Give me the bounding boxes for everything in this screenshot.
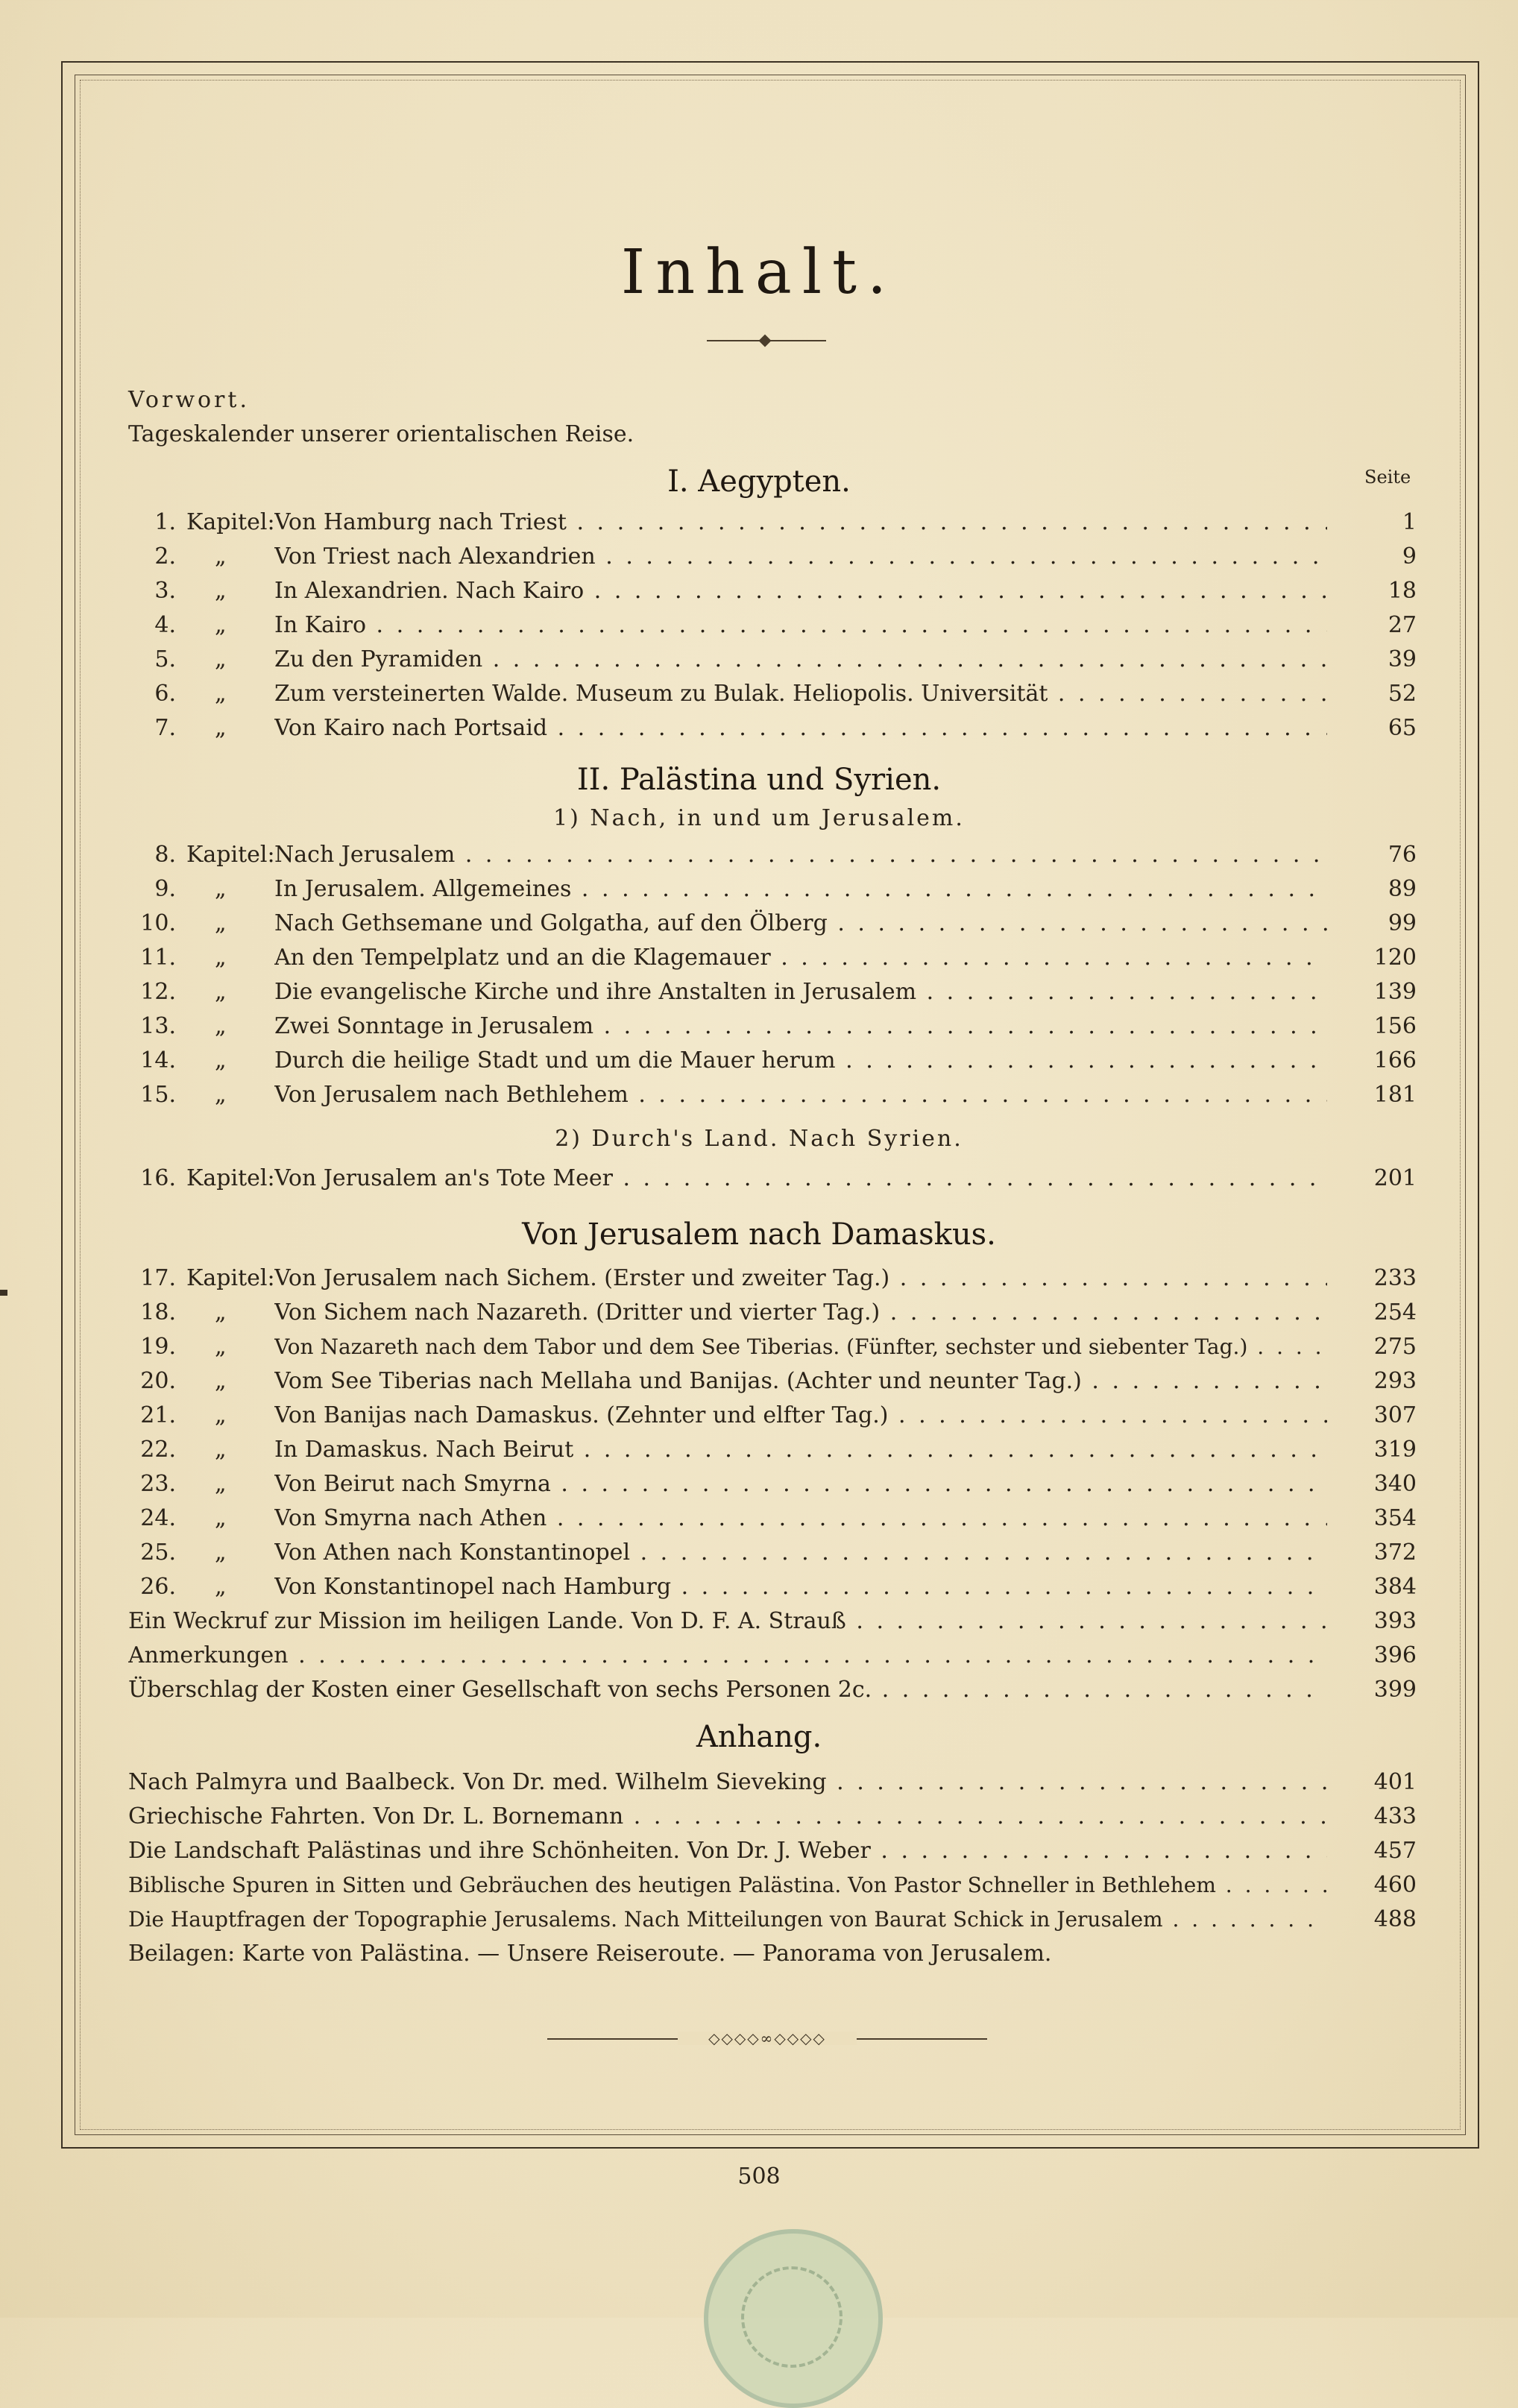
toc-entry-appendix-2[interactable]: Griechische Fahrten. Von Dr. L. Bornemann . . . 433 <box>128 1801 1417 1832</box>
toc-entry-2[interactable]: 2. „ Von Triest nach Alexandrien . . . 9 <box>128 541 1417 573</box>
toc-entry-weckruf[interactable]: Ein Weckruf zur Mission im heiligen Lande. Von D. F. A. Strauß . . . 393 <box>128 1606 1417 1637</box>
section-heading-palaestina: II. Palästina und Syrien. <box>576 763 942 797</box>
toc-entry-16[interactable]: 16. Kapitel: Von Jerusalem an's Tote Meer . . . 201 <box>128 1163 1417 1194</box>
toc-entry-9[interactable]: 9. „ In Jerusalem. Allgemeines . . . 89 <box>128 874 1417 905</box>
toc-entry-22[interactable]: 22. „ In Damaskus. Nach Beirut . . . 319 <box>128 1434 1417 1466</box>
toc-entry-appendix-4[interactable]: Biblische Spuren in Sitten und Gebräuchen des heutigen Palästina. Von Pastor Schneller in Bethlehem . . . 460 <box>128 1870 1417 1901</box>
toc-entry-appendix-3[interactable]: Die Landschaft Palästinas und ihre Schönheiten. Von Dr. J. Weber . . . 457 <box>128 1835 1417 1867</box>
page-number: 508 <box>737 2163 781 2190</box>
front-matter-vorwort[interactable]: Vorwort. <box>128 387 250 413</box>
page-column-label: Seite <box>1364 467 1411 488</box>
section-heading-aegypten: I. Aegypten. <box>667 464 851 499</box>
toc-entry-6[interactable]: 6. „ Zum versteinerten Walde. Museum zu Bulak. Heliopolis. Universität . . . 52 <box>128 678 1417 710</box>
section-heading-damaskus: Von Jerusalem nach Damaskus. <box>522 1217 996 1252</box>
toc-entry-24[interactable]: 24. „ Von Smyrna nach Athen . . . 354 <box>128 1503 1417 1534</box>
subsection-heading-jerusalem: 1) Nach, in und um Jerusalem. <box>553 805 965 831</box>
front-matter-tageskalender[interactable]: Tageskalender unserer orientalischen Reise. <box>128 421 634 447</box>
toc-entry-7[interactable]: 7. „ Von Kairo nach Portsaid . . . 65 <box>128 713 1417 744</box>
margin-mark <box>0 1290 7 1296</box>
title-ornament <box>707 340 826 341</box>
toc-entry-21[interactable]: 21. „ Von Banijas nach Damaskus. (Zehnter und elfter Tag.) . . . 307 <box>128 1400 1417 1431</box>
toc-entry-19[interactable]: 19. „ Von Nazareth nach dem Tabor und dem See Tiberias. (Fünfter, sechster und siebenter Tag.) . . . 275 <box>128 1331 1417 1363</box>
toc-entry-1[interactable]: 1. Kapitel: Von Hamburg nach Triest . . . 1 <box>128 507 1417 538</box>
library-stamp-seal <box>704 2229 883 2408</box>
toc-entry-anmerkungen[interactable]: Anmerkungen . . . 396 <box>128 1640 1417 1671</box>
toc-entry-17[interactable]: 17. Kapitel: Von Jerusalem nach Sichem. (Erster und zweiter Tag.) . . . 233 <box>128 1263 1417 1294</box>
toc-entry-18[interactable]: 18. „ Von Sichem nach Nazareth. (Dritter und vierter Tag.) . . . 254 <box>128 1297 1417 1329</box>
toc-entry-8[interactable]: 8. Kapitel: Nach Jerusalem . . . 76 <box>128 839 1417 871</box>
toc-entry-appendix-1[interactable]: Nach Palmyra und Baalbeck. Von Dr. med. Wilhelm Sieveking . . . 401 <box>128 1767 1417 1798</box>
bottom-ornament <box>547 2029 987 2047</box>
toc-entry-23[interactable]: 23. „ Von Beirut nach Smyrna . . . 340 <box>128 1469 1417 1500</box>
toc-entry-14[interactable]: 14. „ Durch die heilige Stadt und um die Mauer herum . . . 166 <box>128 1045 1417 1077</box>
toc-entry-13[interactable]: 13. „ Zwei Sonntage in Jerusalem . . . 156 <box>128 1011 1417 1042</box>
toc-entry-5[interactable]: 5. „ Zu den Pyramiden . . . 39 <box>128 644 1417 675</box>
toc-entry-11[interactable]: 11. „ An den Tempelplatz und an die Klagemauer . . . 120 <box>128 942 1417 974</box>
toc-entry-12[interactable]: 12. „ Die evangelische Kirche und ihre Anstalten in Jerusalem . . . 139 <box>128 977 1417 1008</box>
toc-entry-kosten[interactable]: Überschlag der Kosten einer Gesellschaft von sechs Personen 2c. . . . 399 <box>128 1674 1417 1706</box>
section-heading-anhang: Anhang. <box>696 1720 822 1754</box>
ornament-knot: ◇◇◇◇∞◇◇◇◇ <box>678 2032 857 2045</box>
toc-entry-4[interactable]: 4. „ In Kairo . . . 27 <box>128 610 1417 641</box>
toc-entry-26[interactable]: 26. „ Von Konstantinopel nach Hamburg . . . 384 <box>128 1572 1417 1603</box>
subsection-heading-durchs-land: 2) Durch's Land. Nach Syrien. <box>555 1126 963 1152</box>
toc-entry-3[interactable]: 3. „ In Alexandrien. Nach Kairo . . . 18 <box>128 576 1417 607</box>
toc-entry-20[interactable]: 20. „ Vom See Tiberias nach Mellaha und Banijas. (Achter und neunter Tag.) . . . 293 <box>128 1366 1417 1397</box>
beilagen-line: Beilagen: Karte von Palästina. — Unsere Reiseroute. — Panorama von Jerusalem. <box>128 1941 1052 1967</box>
toc-entry-appendix-5[interactable]: Die Hauptfragen der Topographie Jerusalems. Nach Mitteilungen von Baurat Schick in Jerusalem . . . 488 <box>128 1904 1417 1935</box>
toc-entry-25[interactable]: 25. „ Von Athen nach Konstantinopel . . . 372 <box>128 1537 1417 1569</box>
toc-entry-10[interactable]: 10. „ Nach Gethsemane und Golgatha, auf den Ölberg . . . 99 <box>128 908 1417 939</box>
page-title: Inhalt. <box>620 237 898 308</box>
toc-entry-15[interactable]: 15. „ Von Jerusalem nach Bethlehem . . . 181 <box>128 1079 1417 1111</box>
